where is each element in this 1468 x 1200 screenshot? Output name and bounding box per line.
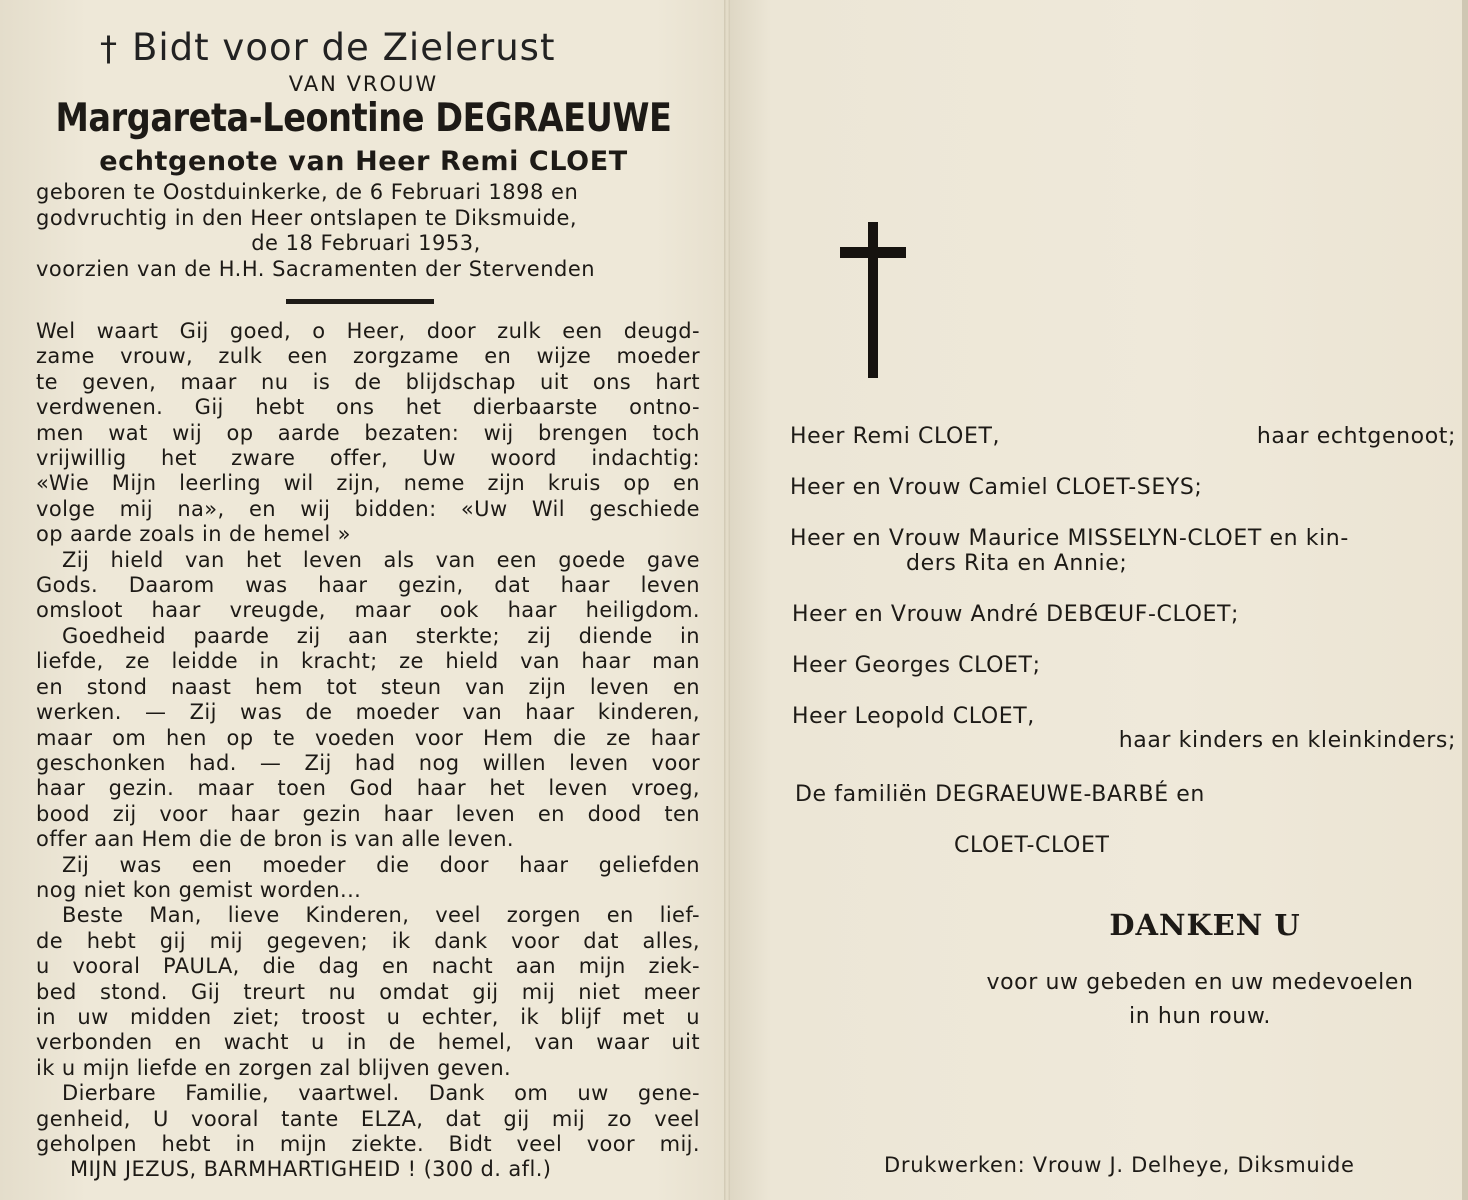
danken-heading: DANKEN U <box>1109 908 1301 942</box>
subheading: VAN VROUW <box>288 72 439 96</box>
birth-line: geboren te Oostduinkerke, de 6 Februari 1898 en <box>36 180 579 204</box>
text-line: verbonden en wacht u in de hemel, van waar uit <box>36 1030 700 1055</box>
divider-rule <box>286 299 434 304</box>
text-line: MIJN JEZUS, BARMHARTIGHEID ! (300 d. afl.) <box>70 1157 552 1182</box>
text-line: «Wie Mijn leerling wil zijn, neme zijn kruis op en <box>36 471 700 496</box>
spouse-line: echtgenote van Heer Remi CLOET <box>99 146 628 177</box>
thanks-line: in hun rouw. <box>1128 1004 1271 1029</box>
cross-icon <box>838 222 908 378</box>
printer-credit: Drukwerken: Vrouw J. Delheye, Diksmuide <box>884 1153 1355 1177</box>
family-name: Heer Remi CLOET, <box>790 424 1001 449</box>
text-line: in uw midden ziet; troost u echter, ik blijf met u <box>36 1004 700 1029</box>
family-row: CLOET-CLOET <box>954 833 1110 858</box>
death-line: godvruchtig in den Heer ontslapen te Diksmuide, <box>36 205 578 230</box>
text-line: geschonken had. — Zij had nog willen leven voor <box>36 750 700 775</box>
text-line: men wat wij op aarde bezaten: wij brengen toch <box>36 420 700 445</box>
text-line: offer aan Hem die de bron is van alle leven. <box>36 827 515 852</box>
text-line: Dierbare Familie, vaartwel. Dank om uw gene- <box>62 1081 700 1106</box>
prayer-heading-text: Bidt voor de Zielerust <box>132 26 556 69</box>
family-row: Heer Georges CLOET; <box>792 653 1041 678</box>
text-line: Goedheid paarde zij aan sterkte; zij diende in <box>62 623 700 648</box>
family-role: haar kinders en kleinkinders; <box>1118 728 1456 753</box>
text-line: bood zij voor haar gezin haar leven en dood ten <box>36 801 700 826</box>
birth-death-info <box>36 180 696 282</box>
thanks-text <box>930 966 1468 1034</box>
family-row-spouse <box>790 424 1456 449</box>
text-line: de hebt gij mij gegeven; ik dank voor dat alles, <box>36 928 700 953</box>
dagger-icon: † <box>100 29 118 69</box>
text-line: haar gezin. maar toen God haar het leven vroeg, <box>36 776 700 801</box>
text-line: Wel waart Gij goed, o Heer, door zulk een deugd- <box>36 319 700 343</box>
text-line: geholpen hebt in mijn ziekte. Bidt veel voor mij. <box>36 1132 700 1156</box>
family-row: ders Rita en Annie; <box>906 551 1128 576</box>
text-line: te geven, maar nu is de blijdschap uit ons hart <box>36 369 700 394</box>
text-line: bed stond. Gij treurt nu omdat gij mij niet meer <box>36 979 700 1004</box>
thanks-line: voor uw gebeden en uw medevoelen <box>986 970 1414 995</box>
text-line: u vooral PAULA, die dag en nacht aan mijn ziek- <box>36 954 700 979</box>
text-line: verdwenen. Gij hebt ons het dierbaarste ontno- <box>36 395 700 420</box>
text-line: werken. — Zij was de moeder van haar kinderen, <box>36 700 700 725</box>
family-row: Heer en Vrouw André DEBŒUF-CLOET; <box>792 602 1240 627</box>
text-line: vrijwillig het zware offer, Uw woord indachtig: <box>36 446 700 471</box>
death-date-line: de 18 Februari 1953, <box>251 231 481 255</box>
text-line: liefde, ze leidde in kracht; ze hield van haar man <box>36 649 700 674</box>
family-row: Heer en Vrouw Maurice MISSELYN-CLOET en kin- <box>790 526 1349 551</box>
text-line: volge mij na», en wij bidden: «Uw Wil geschiede <box>36 496 700 521</box>
sacraments-line: voorzien van de H.H. Sacramenten der Stervenden <box>36 256 596 281</box>
memorial-text <box>36 319 700 1183</box>
text-line: nog niet kon gemist worden... <box>36 877 362 902</box>
text-line: genheid, U vooral tante ELZA, dat gij mij zo veel <box>36 1106 700 1131</box>
text-line: maar om hen op te voeden voor Hem die ze haar <box>36 725 700 750</box>
family-role: haar echtgenoot; <box>1256 424 1456 449</box>
family-row: Heer en Vrouw Camiel CLOET-SEYS; <box>790 475 1203 500</box>
prayer-heading <box>100 26 620 69</box>
family-row: Heer Leopold CLOET, <box>792 704 1035 729</box>
text-line: Gods. Daarom was haar gezin, dat haar leven <box>36 573 700 598</box>
deceased-name: Margareta-Leontine DEGRAEUWE <box>55 96 672 141</box>
card-fold <box>724 0 730 1200</box>
text-line: omsloot haar vreugde, maar ook haar heiligdom. <box>36 598 700 623</box>
text-line: en stond naast hem tot steun van zijn leven en <box>36 674 700 699</box>
text-line: zame vrouw, zulk een zorgzame en wijze moeder <box>36 344 700 369</box>
family-row: De familiën DEGRAEUWE-BARBÉ en <box>795 782 1205 807</box>
text-line: Zij hield van het leven als van een goede gave <box>62 547 700 572</box>
text-line: Beste Man, lieve Kinderen, veel zorgen en lief- <box>62 903 700 928</box>
text-line: Zij was een moeder die door haar geliefden <box>62 852 700 877</box>
text-line: op aarde zoals in de hemel » <box>36 522 351 547</box>
text-line: ik u mijn liefde en zorgen zal blijven geven. <box>36 1055 512 1080</box>
